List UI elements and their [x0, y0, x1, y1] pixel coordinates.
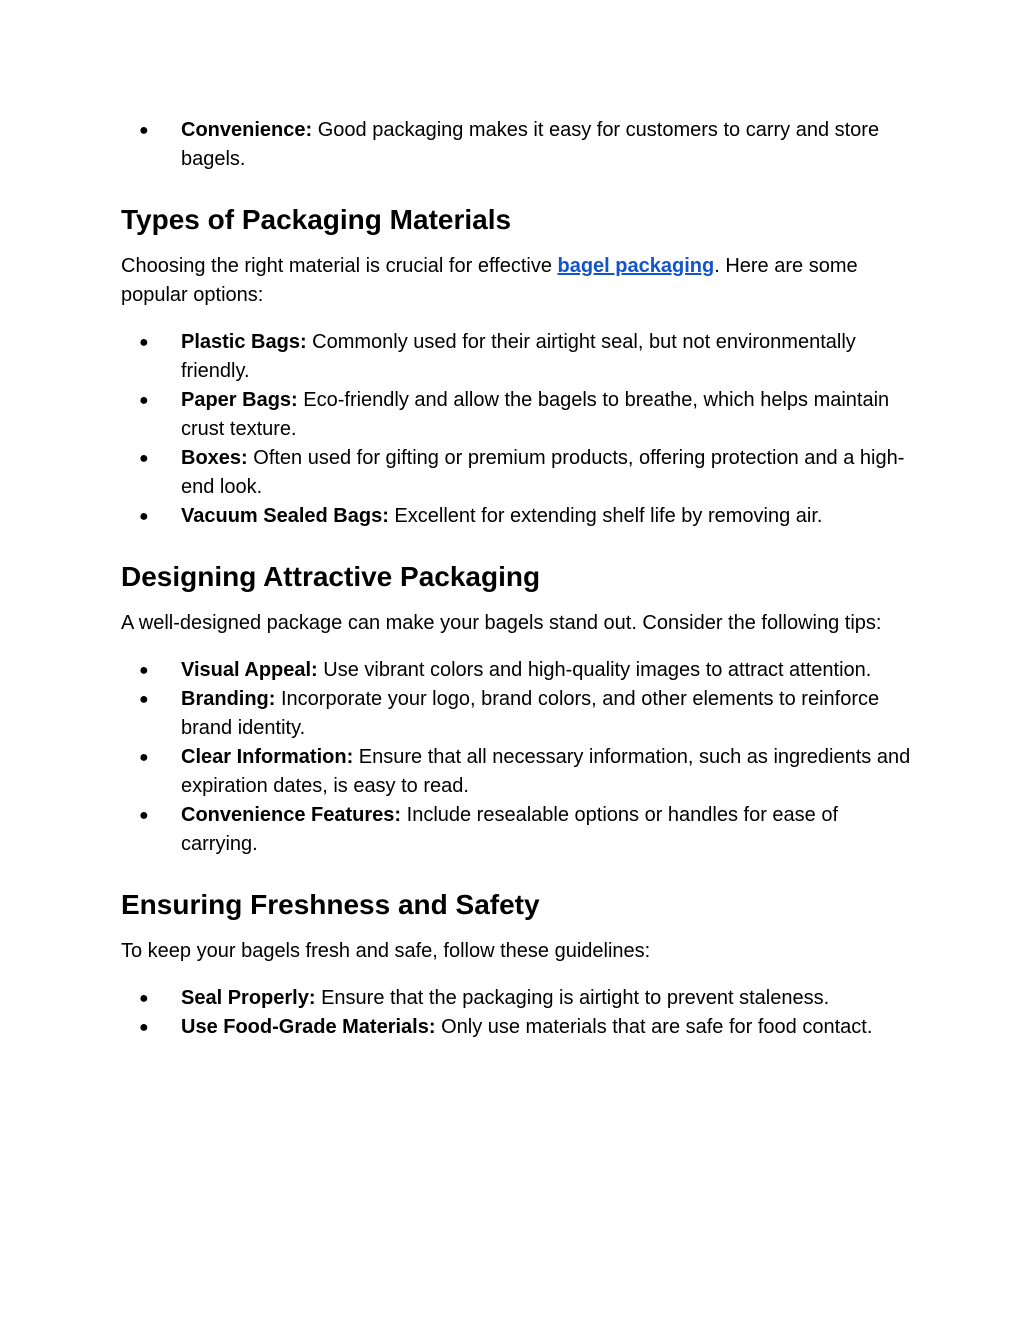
list-item — [139, 801, 911, 859]
bullet-icon: ● — [139, 1019, 149, 1036]
list-item — [139, 502, 911, 531]
item-text: Eco-friendly and allow the bagels to breathe, which helps maintain crust texture. — [181, 389, 890, 440]
section-paragraph — [121, 252, 911, 310]
section-paragraph: To keep your bagels fresh and safe, follow these guidelines: — [121, 940, 651, 962]
bullet-icon: ● — [139, 662, 149, 679]
paragraph-text: Choosing the right material is crucial for effective — [121, 255, 558, 277]
bullet-icon: ● — [139, 807, 149, 824]
list-item — [139, 116, 911, 174]
item-text: Good packaging makes it easy for customers to carry and store bagels. — [181, 119, 880, 170]
item-text: Ensure that the packaging is airtight to prevent staleness. — [315, 987, 830, 1009]
item-text: Include resealable options or handles for ease of carrying. — [181, 804, 839, 855]
bullet-icon: ● — [139, 392, 149, 409]
bullet-icon: ● — [139, 749, 149, 766]
list-item — [139, 685, 911, 743]
list-item — [139, 656, 911, 685]
list-item — [139, 743, 911, 801]
item-text: Commonly used for their airtight seal, but not environmentally friendly. — [181, 331, 856, 382]
intro-bullet-list — [121, 116, 911, 174]
item-term: Seal Properly: — [181, 987, 316, 1009]
item-text: Use vibrant colors and high-quality images to attract attention. — [317, 659, 872, 681]
bullet-icon: ● — [139, 450, 149, 467]
bullet-icon: ● — [139, 990, 149, 1007]
bullet-icon: ● — [139, 691, 149, 708]
item-term: Branding: — [181, 688, 276, 710]
item-term: Paper Bags: — [181, 389, 298, 411]
list-item — [139, 386, 911, 444]
bullet-icon: ● — [139, 508, 149, 525]
item-term: Visual Appeal: — [181, 659, 318, 681]
section-heading: Designing Attractive Packaging — [121, 561, 541, 592]
item-text: Excellent for extending shelf life by removing air. — [388, 505, 823, 527]
item-term: Plastic Bags: — [181, 331, 307, 353]
item-term: Clear Information: — [181, 746, 354, 768]
document-body — [121, 116, 911, 1042]
section-paragraph: A well-designed package can make your bagels stand out. Consider the following tips: — [121, 612, 882, 634]
section-heading: Ensuring Freshness and Safety — [121, 889, 540, 920]
list-item — [139, 984, 911, 1013]
item-term: Use Food-Grade Materials: — [181, 1016, 436, 1038]
item-text: Incorporate your logo, brand colors, and other elements to reinforce brand identity. — [181, 688, 880, 739]
list-item — [139, 444, 911, 502]
item-term: Vacuum Sealed Bags: — [181, 505, 389, 527]
item-text: Ensure that all necessary information, such as ingredients and expiration dates, is easy to read. — [181, 746, 911, 797]
item-term: Convenience Features: — [181, 804, 402, 826]
section-heading: Types of Packaging Materials — [121, 204, 512, 235]
item-text: Only use materials that are safe for food contact. — [435, 1016, 873, 1038]
item-text: Often used for gifting or premium products, offering protection and a high-end look. — [181, 447, 905, 498]
item-term: Convenience: — [181, 119, 313, 141]
paragraph-text: . Here are some popular options: — [121, 255, 858, 306]
item-term: Boxes: — [181, 447, 248, 469]
list-item — [139, 1013, 911, 1042]
list-item — [139, 328, 911, 386]
bullet-icon: ● — [139, 334, 149, 351]
freshness-bullet-list — [121, 984, 911, 1042]
bullet-icon: ● — [139, 122, 149, 139]
design-tips-bullet-list — [121, 656, 911, 859]
materials-bullet-list — [121, 328, 911, 531]
bagel-packaging-link[interactable]: bagel packaging — [557, 255, 715, 277]
